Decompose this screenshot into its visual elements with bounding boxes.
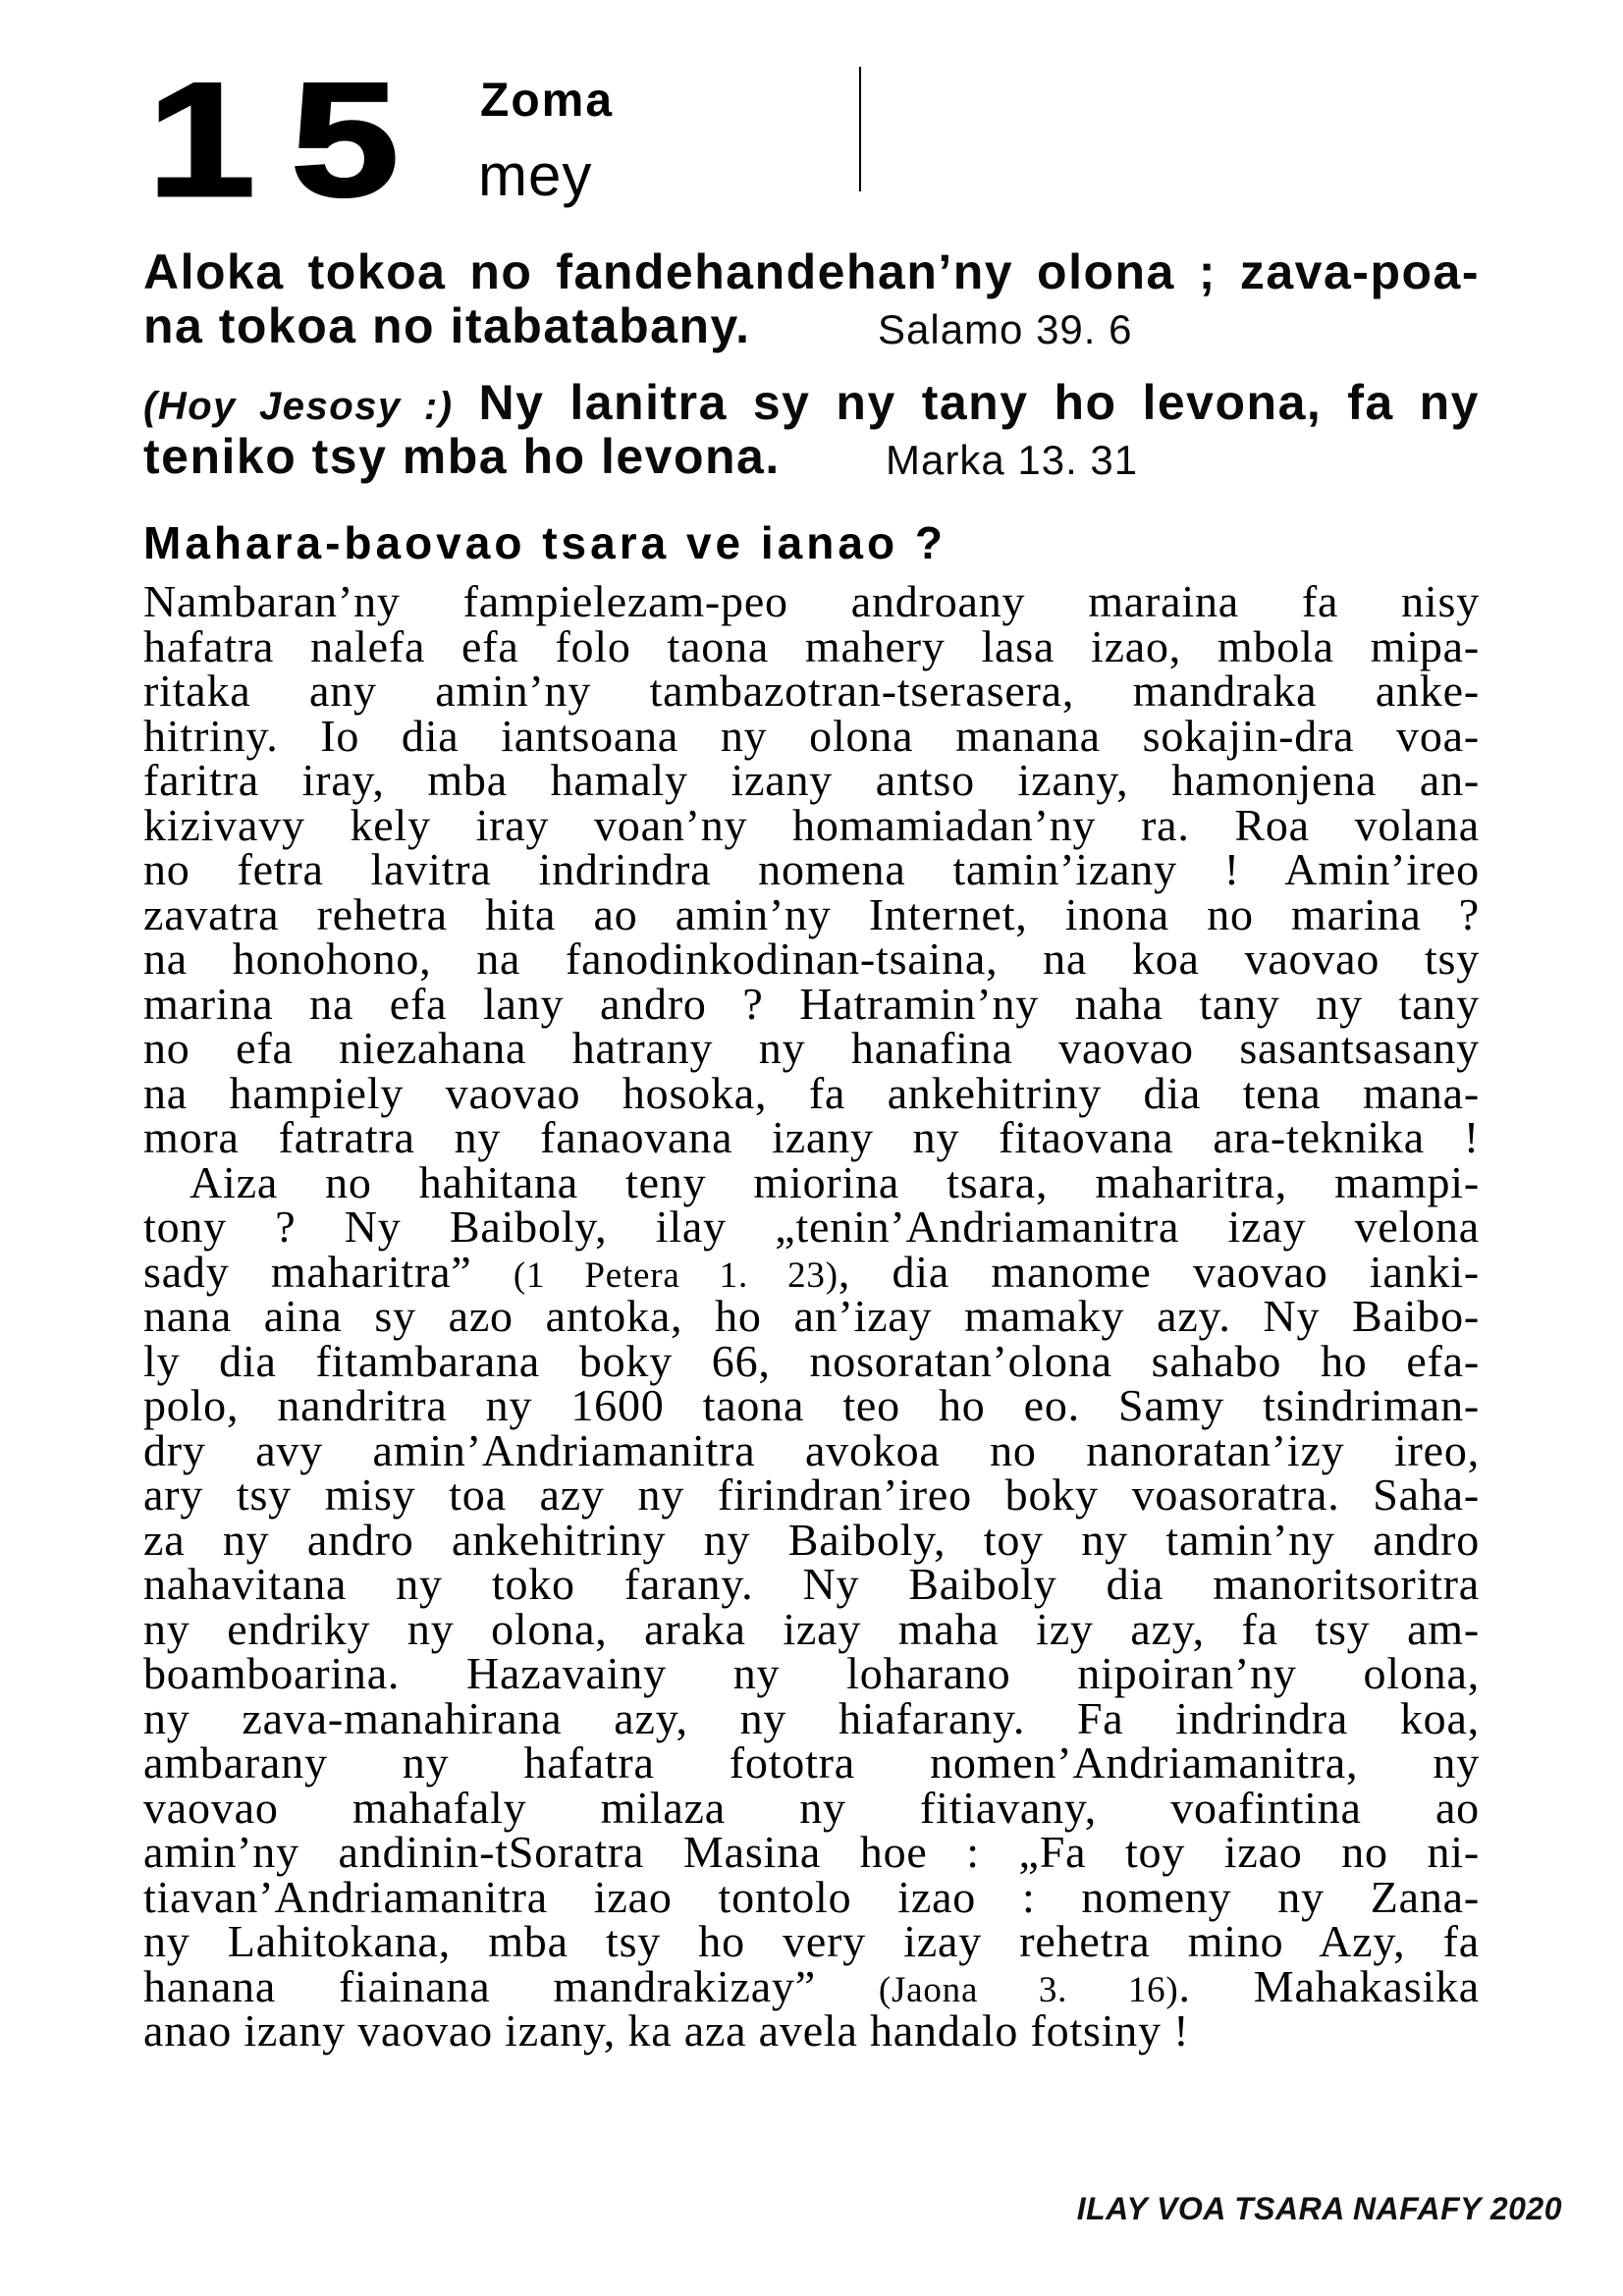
body-text: hanana fiainana mandrakizay”: [143, 1960, 879, 2011]
verse-reference: Marka 13. 31: [886, 437, 1139, 483]
body-line: ny Lahitokana, mba tsy ho very izay rehetra mino Azy, fa: [143, 1916, 1480, 1966]
scripture-reference: (Jaona 3. 16): [878, 1969, 1179, 2010]
body-line: hafatra nalefa efa folo taona mahery lasa izao, mbola mipa-: [143, 620, 1480, 671]
body-line: za ny andro ankehitriny ny Baiboly, toy ny tamin’ny andro: [143, 1514, 1480, 1565]
article-body: [143, 576, 1481, 2056]
verse-text: teniko tsy mba ho levona.: [143, 429, 781, 484]
day-number: 15: [147, 49, 435, 230]
header-divider: [859, 67, 861, 191]
body-line: faritra iray, mba hamaly izany antso izany, hamonjena an-: [143, 755, 1480, 805]
body-line: nahavitana ny toko farany. Ny Baiboly dia manoritsoritra: [143, 1559, 1480, 1609]
body-line: na hampiely vaovao hosoka, fa ankehitriny dia tena mana-: [143, 1067, 1480, 1118]
verse-reference: Salamo 39. 6: [878, 306, 1133, 352]
body-line: boamboarina. Hazavainy ny loharano nipoiran’ny olona,: [143, 1648, 1480, 1698]
body-text: . Mahakasika: [1178, 1960, 1480, 2011]
body-line: polo, nandritra ny 1600 taona teo ho eo. Samy tsindriman-: [143, 1380, 1480, 1430]
body-line: no efa niezahana hatrany ny hanafina vaovao sasantsasany: [143, 1023, 1480, 1073]
body-line: ny zava-manahirana azy, ny hiafarany. Fa indrindra koa,: [143, 1692, 1480, 1743]
month: mey: [478, 142, 593, 208]
body-line: ny endriky ny olona, araka izay maha izy azy, fa tsy am-: [143, 1603, 1480, 1654]
verse-line: [143, 430, 1480, 484]
body-line: ritaka any amin’ny tambazotran-tserasera, mandraka anke-: [143, 666, 1480, 716]
verse-line: [143, 299, 1480, 353]
body-line: [143, 1960, 1480, 2011]
body-line: zavatra rehetra hita ao amin’ny Internet, inona no marina ?: [143, 888, 1480, 939]
body-line: ary tsy misy toa azy ny firindran’ireo boky voasoratra. Saha-: [143, 1469, 1480, 1520]
verse-text: na tokoa no itabatabany.: [143, 298, 751, 353]
body-text: , dia manome vaovao ianki-: [838, 1246, 1481, 1297]
verse-text: Ny lanitra sy ny tany ho levona, fa ny: [478, 375, 1480, 430]
body-line: nana aina sy azo antoka, ho an’izay mamaky azy. Ny Baibo-: [143, 1291, 1480, 1341]
body-line: anao izany vaovao izany, ka aza avela handalo fotsiny !: [143, 2005, 1190, 2056]
body-line: no fetra lavitra indrindra nomena tamin’izany ! Amin’ireo: [143, 844, 1480, 894]
body-line: tony ? Ny Baiboly, ilay „tenin’Andriamanitra izay velona: [143, 1201, 1480, 1252]
article-title: Mahara-baovao tsara ve ianao ?: [143, 517, 947, 568]
body-line: dry avy amin’Andriamanitra avokoa no nanoratan’izy ireo,: [143, 1424, 1480, 1475]
body-line: tiavan’Andriamanitra izao tontolo izao : nomeny ny Zana-: [143, 1871, 1480, 1922]
body-line: ly dia fitambarana boky 66, nosoratan’olona sahabo ho efa-: [143, 1335, 1480, 1386]
body-line: marina na efa lany andro ? Hatramin’ny naha tany ny tany: [143, 978, 1480, 1029]
body-line: kizivavy kely iray voan’ny homamiadan’ny ra. Roa volana: [143, 799, 1480, 850]
daily-verse: [143, 376, 1480, 484]
body-line: vaovao mahafaly milaza ny fitiavany, voafintina ao: [143, 1782, 1480, 1833]
verse-line: Aloka tokoa no fandehandehan’ny olona ; zava-poa-: [143, 244, 1480, 299]
body-line: [143, 1246, 1481, 1297]
verse-line: [143, 376, 1480, 430]
daily-verse: [143, 245, 1480, 353]
body-line: amin’ny andinin-tSoratra Masina hoe : „Fa toy izao no ni-: [143, 1827, 1480, 1877]
body-line: mora fatratra ny fanaovana izany ny fitaovana ara-teknika !: [143, 1112, 1480, 1162]
weekday: Zoma: [480, 75, 615, 127]
body-text: sady maharitra”: [143, 1246, 514, 1297]
body-line: ambarany ny hafatra fototra nomen’Andriamanitra, ny: [143, 1737, 1480, 1788]
body-line: Aiza no hahitana teny miorina tsara, maharitra, mampi-: [189, 1156, 1480, 1207]
body-line: Nambaran’ny fampielezam-peo androany maraina fa nisy: [143, 576, 1480, 626]
scripture-reference: (1 Petera 1. 23): [513, 1255, 839, 1296]
body-line: hitriny. Io dia iantsoana ny olona manana sokajin-dra voa-: [143, 710, 1480, 761]
body-line: na honohono, na fanodinkodinan-tsaina, na koa vaovao tsy: [143, 934, 1480, 984]
verse-speaker: (Hoy Jesosy :): [143, 385, 454, 428]
footer-publication: ILAY VOA TSARA NAFAFY 2020: [1076, 2191, 1562, 2226]
